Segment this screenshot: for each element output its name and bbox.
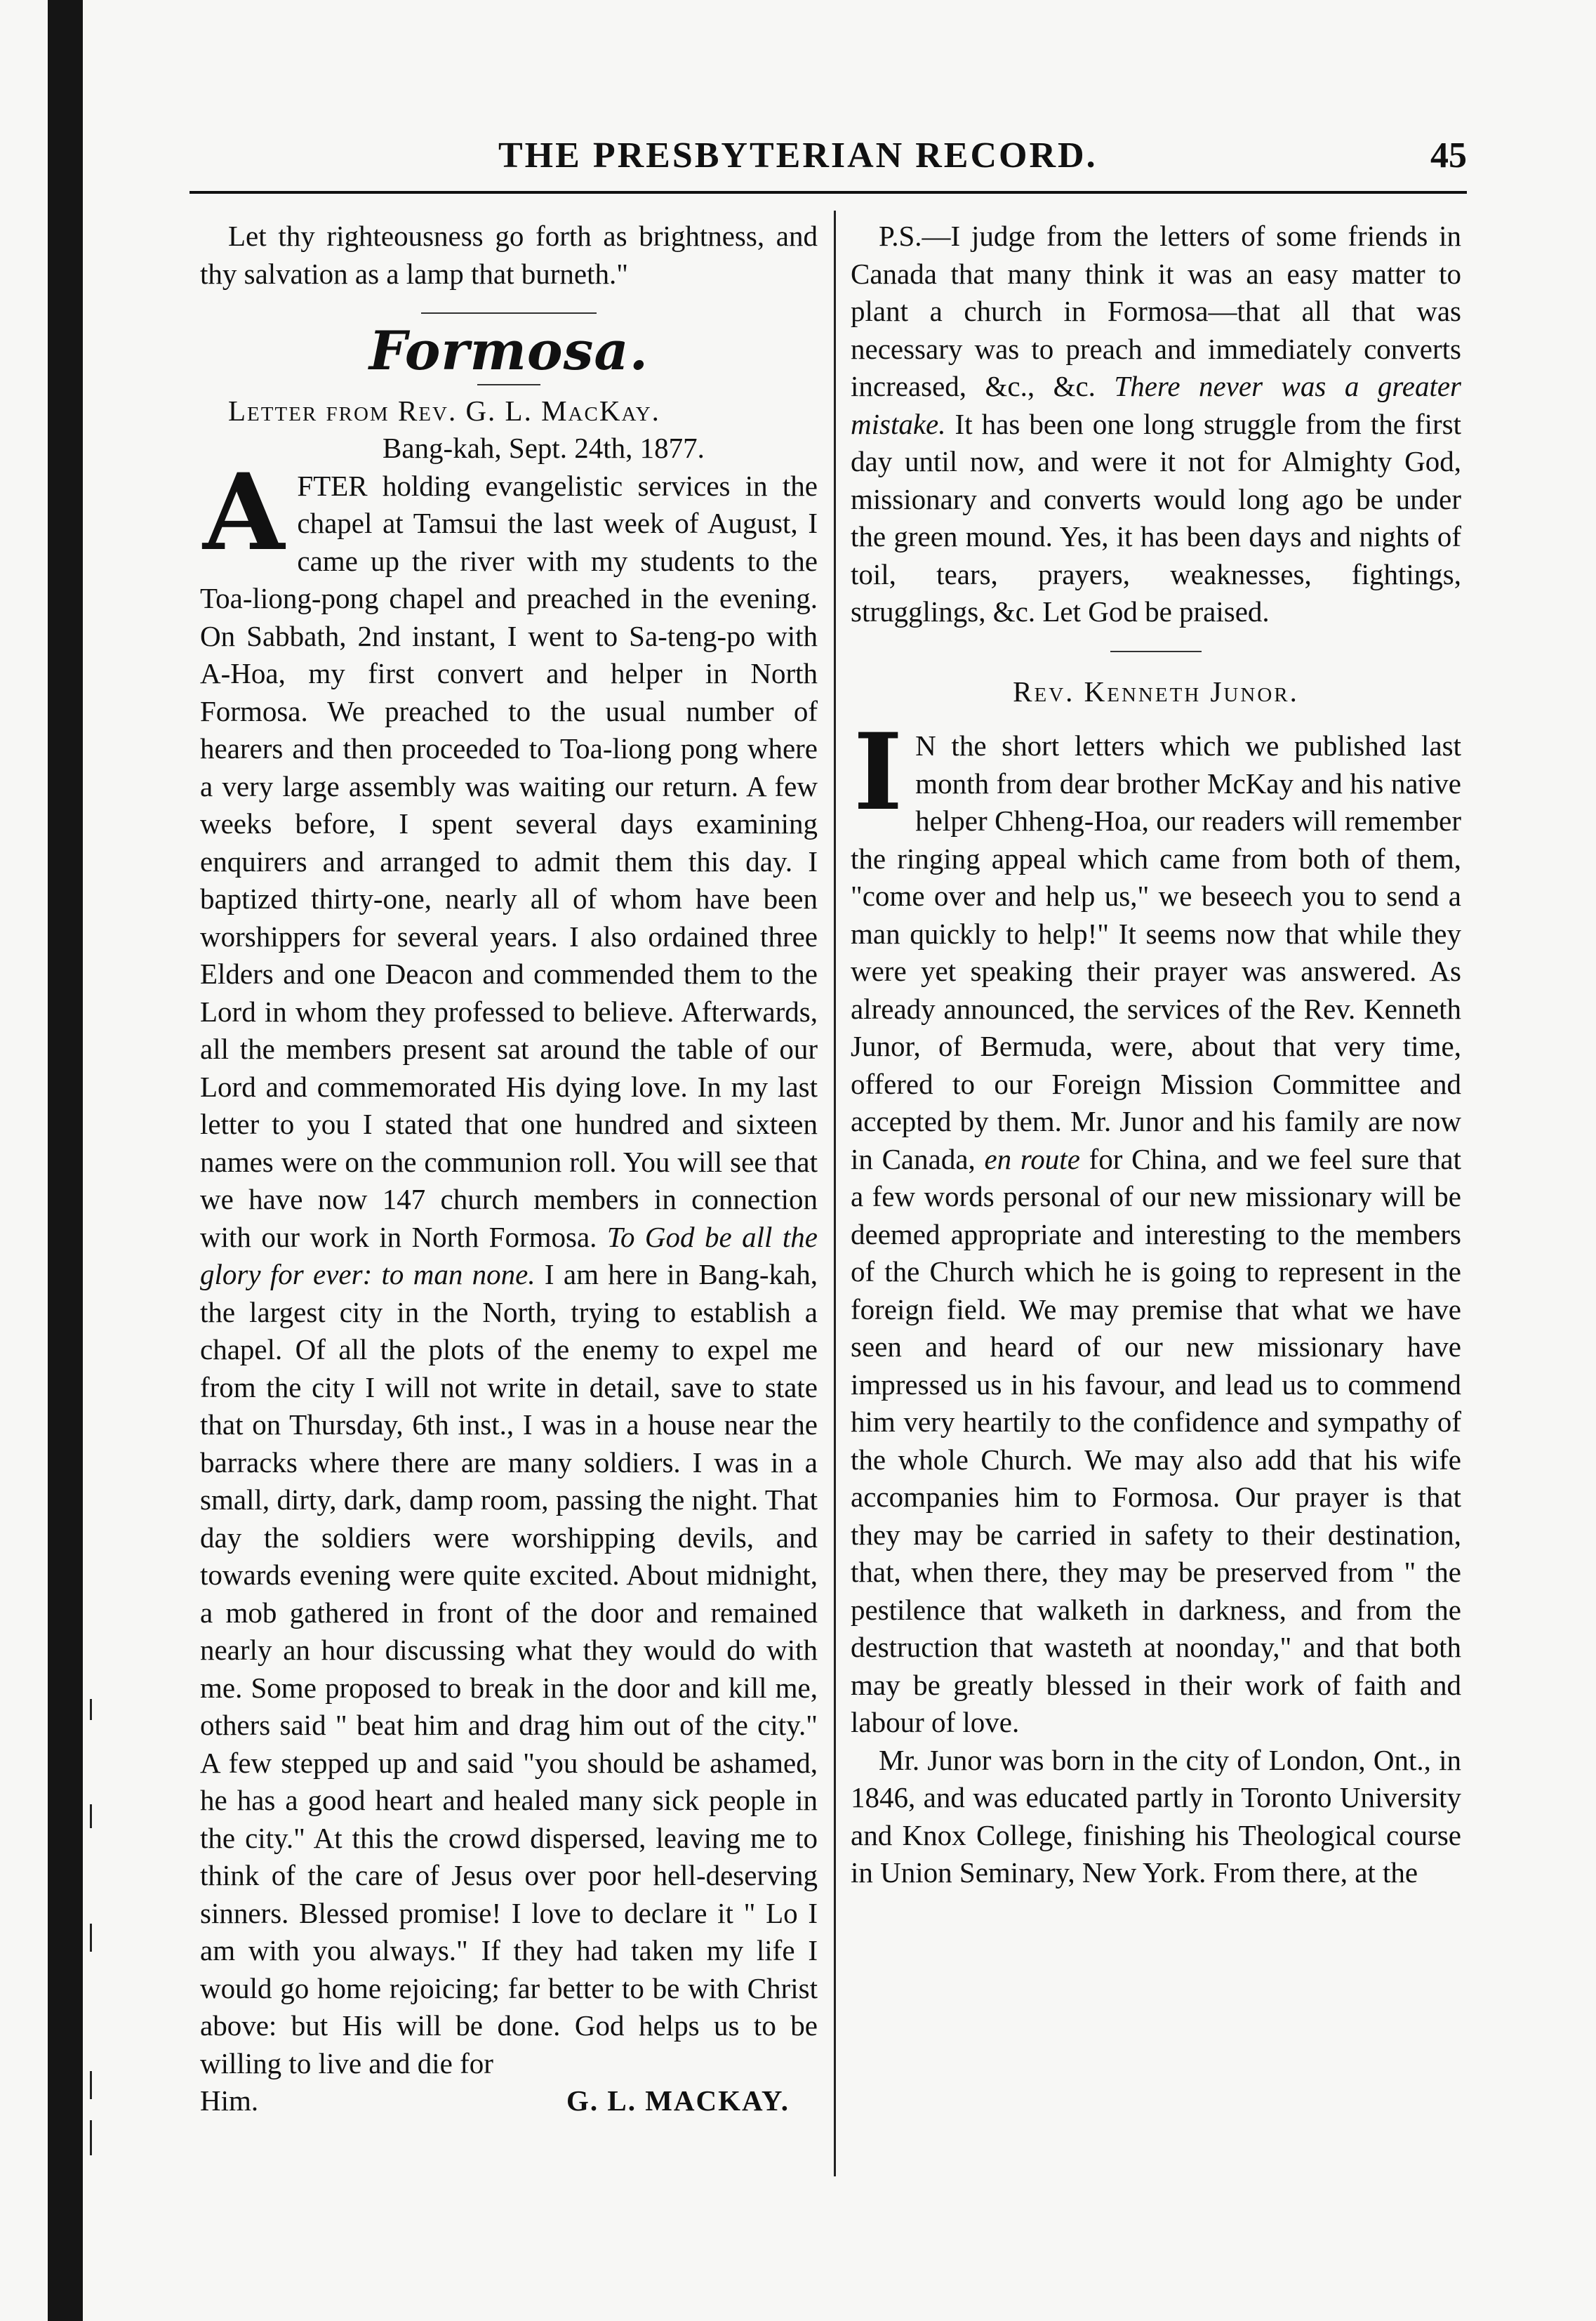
signature-line	[200, 2082, 818, 2120]
section-divider	[421, 312, 597, 314]
right-column	[851, 218, 1461, 1892]
article-part1: N the short letters which we published last month from dear brother McKay and his native helper Chheng-Hoa, our readers will remember the ringing appeal which came from both of them, "come over and help us," we beseech you to send a man quickly to help!" It seems now that while they were yet speaking their prayer was answered. As already announced, the services of the Rev. Kenneth Junor, of Bermuda, were, about that very time, offered to our Foreign Mission Committee and accepted by them. Mr. Junor and his family are now in Canada,	[851, 729, 1461, 1175]
letter-body-part1: FTER holding evangelistic services in the chapel at Tamsui the last week of August, I came up the river with my students to the Toa-liong-pong chapel and preached in the evening. On Sabbath, 2nd instant, I went to Sa-teng-po with A-Hoa, my first convert and helper in North Formosa. We preached to the usual number of hearers and then proceeded to Toa-liong pong where a very large assembly was waiting our return. A few weeks before, I spent several days examining enquirers and arranged to admit them this day. I baptized thirty-one, nearly all of whom have been worshippers for several years. I also ordained three Elders and one Deacon and commended them to the Lord in whom they professed to believe. Afterwards, all the members present sat around the table of our Lord and commemorated His dying love. In my last letter to you I stated that one hundred and sixteen names were on the communion roll. You will see that we have now 147 church members in connection with our work in North Formosa.	[200, 469, 818, 1253]
postscript-part2: It has been one long struggle from the first day until now, and were it not for Almighty God, missionary and converts would long ago be under the green mound. Yes, it has been days and nights of toil, tears, prayers, weaknesses, fightings, strugglings, &c. Let God be praised.	[851, 407, 1461, 628]
closing-word: Him.	[200, 2084, 259, 2117]
section-title: Formosa.	[368, 319, 649, 382]
title-rule	[477, 384, 540, 385]
page-number: 45	[1430, 135, 1467, 176]
postscript-emphasis: There never was a greater mistake.	[851, 370, 1462, 440]
margin-marks	[83, 1699, 104, 2190]
letter-dateline: Bang-kah, Sept. 24th, 1877.	[383, 432, 705, 464]
page-header	[189, 126, 1467, 183]
postscript-part1: P.S.—I judge from the letters of some friends in Canada that many think it was an easy matter to plant a church in Formosa—that all that was necessary was to preach and immediately converts increased, &c., &c.	[851, 220, 1461, 402]
dropcap-i: I	[853, 710, 903, 834]
letter-byline: Letter from Rev. G. L. MacKay.	[228, 394, 660, 427]
binding-shadow	[48, 0, 83, 2321]
header-rule	[189, 191, 1467, 194]
article-heading: Rev. Kenneth Junor.	[1013, 675, 1299, 708]
running-title: THE PRESBYTERIAN RECORD.	[498, 135, 1098, 176]
column-divider	[834, 211, 836, 2176]
opening-quote: Let thy righteousness go forth as brightness, and thy salvation as a lamp that burneth."	[200, 220, 818, 290]
en-route-italic: en route	[984, 1142, 1080, 1175]
letter-body	[200, 450, 818, 2083]
article-paragraph-2: Mr. Junor was born in the city of London, Ont., in 1846, and was educated partly in Toronto University and Knox College, finishing his Theological course in Union Seminary, New York. From there, at the	[851, 1743, 1461, 1889]
dropcap-a: A	[203, 450, 285, 574]
letter-body-part2: I am here in Bang-kah, the largest city in the North, trying to establish a chapel. Of all the plots of the enemy to expel me from the city I will not write in detail, save to state that on Thursday, 6th inst., I was in a house near the barracks where there are many soldiers. I was in a small, dirty, dark, damp room, passing the night. That day the soldiers were worshipping devils, and towards evening were quite excited. About midnight, a mob gathered in front of the door and remained nearly an hour discussing what they would do with me. Some proposed to break in the door and kill me, others said " beat him and drag him out of the city." A few stepped up and said "you should be ashamed, he has a good heart and healed many sick people in the city." At this the crowd dispersed, leaving me to think of the care of Jesus over poor hell-deserving sinners. Blessed promise! I love to declare it " Lo I am with you always." If they had taken my life I would go home rejoicing; far better to be with Christ above: but His will be done. God helps us to be willing to live and die for	[200, 1258, 818, 2079]
postscript-divider	[1110, 651, 1202, 652]
letter-emphasis: To God be all the glory for ever: to man none.	[200, 1220, 818, 1290]
article-part2: for China, and we feel sure that a few words personal of our new missionary will be deemed appropriate and interesting to the members of the Church which he is going to represent in the foreign field. We may premise that what we have seen and heard of our new missionary have impressed us in his favour, and lead us to commend him very heartily to the confidence and sympathy of the whole Church. We may also add that his wife accompanies him to Formosa. Our prayer is that they may be carried in safety to their destination, that, when there, they may be preserved from " the pestilence that walketh in darkness, and from the destruction that wasteth at noonday," and that both may be greatly blessed in their work of faith and labour of love.	[851, 1142, 1461, 1738]
signature: G. L. MACKAY.	[566, 2084, 790, 2117]
postscript	[851, 218, 1461, 631]
left-column	[200, 218, 818, 2120]
article-body	[851, 710, 1461, 1742]
